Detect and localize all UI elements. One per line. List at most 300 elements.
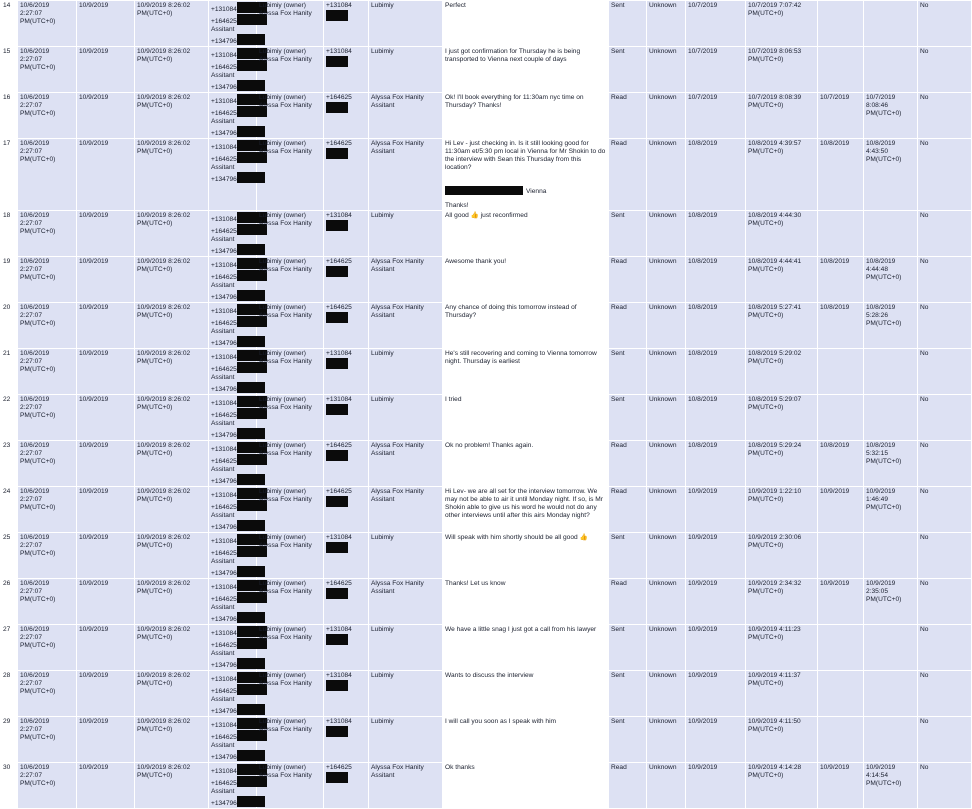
cell-text-ts-0: 10/6/2019 bbox=[20, 396, 50, 403]
cell-text-pn-1: Alyssa Fox Hanity bbox=[259, 450, 312, 457]
cell-text-date: 10/9/2019 bbox=[79, 350, 109, 357]
cell-text-ts-1: 2:27:07 bbox=[20, 542, 42, 549]
cell-text-created: 10/9/2019 8:26:02 PM(UTC+0) bbox=[137, 94, 191, 109]
message-body-cell bbox=[443, 625, 609, 671]
cell-text-msg: Any chance of doing this tomorrow instead of Thursday? bbox=[445, 304, 577, 319]
created-cell bbox=[135, 763, 209, 809]
row-index bbox=[1, 671, 18, 717]
redaction-block bbox=[326, 588, 348, 599]
cell-text-p-2: Assitant bbox=[211, 282, 235, 289]
created-cell bbox=[135, 717, 209, 763]
table-row bbox=[1, 395, 972, 441]
cell-text-p-0: +131084 bbox=[211, 216, 237, 223]
cell-text-status: Sent bbox=[611, 672, 625, 679]
cell-text-from_num: +131084 bbox=[326, 672, 352, 679]
cell-text-p-0: +131084 bbox=[211, 446, 237, 453]
participants-numbers-cell bbox=[209, 257, 257, 303]
cell-text-p-2: Assitant bbox=[211, 558, 235, 565]
message-body-cell bbox=[443, 349, 609, 395]
created-cell bbox=[135, 93, 209, 139]
cell-text-p-2: Assitant bbox=[211, 696, 235, 703]
cell-text-ts-1: 2:27:07 bbox=[20, 266, 42, 273]
read-date-cell bbox=[818, 257, 864, 303]
cell-text-ts-1: 2:27:07 bbox=[20, 148, 42, 155]
cell-text-p-0: +131084 bbox=[211, 492, 237, 499]
cell-text-msg: Perfect bbox=[445, 2, 466, 9]
read-date-cell bbox=[818, 671, 864, 717]
cell-text-p-1: +164625 bbox=[211, 156, 237, 163]
cell-text-dt1: 10/9/2019 4:11:37 PM(UTC+0) bbox=[748, 672, 801, 687]
read-date-cell bbox=[818, 487, 864, 533]
table-body bbox=[1, 1, 972, 809]
from-name-cell bbox=[369, 533, 443, 579]
cell-text-ts-2: PM(UTC+0) bbox=[20, 110, 56, 117]
cell-text-dt1: 10/9/2019 2:30:06 PM(UTC+0) bbox=[748, 534, 802, 549]
deleted-flag-cell bbox=[918, 257, 972, 303]
cell-text-status: Read bbox=[611, 94, 627, 101]
cell-text-pn-1: Alyssa Fox Hanity bbox=[259, 588, 312, 595]
cell-text-p-0: +131084 bbox=[211, 354, 237, 361]
cell-text-p-1: +164625 bbox=[211, 688, 237, 695]
cell-text-status: Read bbox=[611, 580, 627, 587]
cell-text-from_name: Lubimiy bbox=[371, 534, 394, 541]
cell-text-idx: 20 bbox=[3, 304, 11, 311]
timestamp-cell bbox=[18, 1, 77, 47]
cell-text-date: 10/9/2019 bbox=[79, 442, 109, 449]
created-cell bbox=[135, 47, 209, 93]
cell-text-created: 10/9/2019 8:26:02 PM(UTC+0) bbox=[137, 626, 191, 641]
timestamp-cell bbox=[18, 47, 77, 93]
cell-text-status: Sent bbox=[611, 48, 625, 55]
cell-text-date: 10/9/2019 bbox=[79, 534, 109, 541]
cell-text-pn-1: Alyssa Fox Hanity bbox=[259, 10, 312, 17]
cell-text-no: No bbox=[920, 350, 929, 357]
deleted-flag-cell bbox=[918, 395, 972, 441]
created-cell bbox=[135, 303, 209, 349]
cell-text-d1: 10/8/2019 bbox=[688, 304, 718, 311]
cell-text-msg: Hi Lev- we are all set for the interview tomorrow. We may not be able to air it until Monday night. If so, is Mr Shokin able to give us his word he would not do any other interviews until after this airs Monday night? bbox=[445, 488, 603, 519]
message-body-cell bbox=[443, 257, 609, 303]
cell-text-from_name: Lubimiy bbox=[371, 350, 394, 357]
cell-text-p-3: +134796 bbox=[211, 84, 237, 91]
sent-datetime-cell bbox=[746, 533, 818, 579]
cell-text-unk: Unknown bbox=[649, 258, 677, 265]
cell-text-ts-0: 10/6/2019 bbox=[20, 580, 50, 587]
created-cell bbox=[135, 671, 209, 717]
cell-text-unk: Unknown bbox=[649, 488, 677, 495]
cell-text-p-3: +134796 bbox=[211, 754, 237, 761]
cell-text-date: 10/9/2019 bbox=[79, 580, 109, 587]
status-cell bbox=[609, 441, 647, 487]
timestamp-cell bbox=[18, 211, 77, 257]
participants-numbers-cell bbox=[209, 139, 257, 211]
cell-text-pn-0: Lubimiy (owner) bbox=[259, 258, 306, 265]
sent-datetime-cell bbox=[746, 349, 818, 395]
cell-text-pn-1: Alyssa Fox Hanity bbox=[259, 772, 312, 779]
priority-cell bbox=[647, 395, 686, 441]
cell-text-pn-0: Lubimiy (owner) bbox=[259, 350, 306, 357]
cell-text-from_num: +164625 bbox=[326, 488, 352, 495]
cell-text-from_num: +131084 bbox=[326, 626, 352, 633]
cell-text-idx: 24 bbox=[3, 488, 11, 495]
participants-numbers-cell bbox=[209, 395, 257, 441]
cell-text-p-1: +164625 bbox=[211, 64, 237, 71]
cell-text-ts-1: 2:27:07 bbox=[20, 772, 42, 779]
sent-datetime-cell bbox=[746, 395, 818, 441]
cell-text-pn-1: Alyssa Fox Hanity bbox=[259, 312, 312, 319]
cell-text-d1: 10/7/2019 bbox=[688, 94, 718, 101]
row-index bbox=[1, 93, 18, 139]
redaction-block bbox=[237, 796, 265, 807]
table-row bbox=[1, 763, 972, 809]
cell-text-idx: 17 bbox=[3, 140, 11, 147]
cell-text-created: 10/9/2019 8:26:02 PM(UTC+0) bbox=[137, 396, 191, 411]
cell-text-p-1: +164625 bbox=[211, 458, 237, 465]
row-index bbox=[1, 763, 18, 809]
redaction-block bbox=[237, 80, 265, 91]
cell-text-ts-0: 10/6/2019 bbox=[20, 672, 50, 679]
priority-cell bbox=[647, 257, 686, 303]
cell-text-no: No bbox=[920, 672, 929, 679]
read-date-cell bbox=[818, 303, 864, 349]
deleted-flag-cell bbox=[918, 579, 972, 625]
table-row bbox=[1, 349, 972, 395]
message-body-cell bbox=[443, 93, 609, 139]
cell-text-date: 10/9/2019 bbox=[79, 258, 109, 265]
message-body-cell bbox=[443, 303, 609, 349]
cell-text-from_name: Alyssa Fox Hanity bbox=[371, 94, 424, 101]
cell-text-msg_end: Thanks! bbox=[445, 202, 469, 209]
redaction-block bbox=[326, 726, 348, 737]
cell-text-rdt: 10/8/2019 5:28:26 PM(UTC+0) bbox=[866, 304, 902, 327]
from-number-cell bbox=[324, 303, 369, 349]
redaction-block bbox=[237, 172, 265, 183]
sent-date-cell bbox=[686, 487, 746, 533]
deleted-flag-cell bbox=[918, 441, 972, 487]
cell-text-ts-1: 2:27:07 bbox=[20, 358, 42, 365]
cell-text-ts-2: PM(UTC+0) bbox=[20, 734, 56, 741]
cell-text-msg: I just got confirmation for Thursday he is being transported to Vienna next couple of days bbox=[445, 48, 581, 63]
redaction-block bbox=[237, 566, 265, 577]
read-datetime-cell bbox=[864, 717, 918, 763]
cell-text-ts-0: 10/6/2019 bbox=[20, 2, 50, 9]
cell-text-created: 10/9/2019 8:26:02 PM(UTC+0) bbox=[137, 442, 191, 457]
cell-text-idx: 14 bbox=[3, 2, 11, 9]
cell-text-date: 10/9/2019 bbox=[79, 672, 109, 679]
cell-text-date: 10/9/2019 bbox=[79, 488, 109, 495]
cell-text-unk: Unknown bbox=[649, 2, 677, 9]
participants-numbers-cell bbox=[209, 349, 257, 395]
read-datetime-cell bbox=[864, 441, 918, 487]
cell-text-from_num: +164625 bbox=[326, 94, 352, 101]
deleted-flag-cell bbox=[918, 349, 972, 395]
redaction-block bbox=[237, 428, 265, 439]
cell-text-p-3: +134796 bbox=[211, 340, 237, 347]
cell-text-created: 10/9/2019 8:26:02 PM(UTC+0) bbox=[137, 258, 191, 273]
from-name-cell bbox=[369, 671, 443, 717]
sent-datetime-cell bbox=[746, 487, 818, 533]
cell-text-p-2: Assitant bbox=[211, 788, 235, 795]
row-index bbox=[1, 1, 18, 47]
cell-text-p-2: Assitant bbox=[211, 742, 235, 749]
cell-text-pn-0: Lubimiy (owner) bbox=[259, 534, 306, 541]
cell-text-msg: All good 👍 just reconfirmed bbox=[445, 212, 528, 219]
cell-text-pn-1: Alyssa Fox Hanity bbox=[259, 102, 312, 109]
read-datetime-cell bbox=[864, 47, 918, 93]
message-body-cell bbox=[443, 395, 609, 441]
from-name-cell bbox=[369, 139, 443, 211]
timestamp-cell bbox=[18, 93, 77, 139]
cell-text-unk: Unknown bbox=[649, 442, 677, 449]
date-cell bbox=[77, 487, 135, 533]
cell-text-pn-0: Lubimiy (owner) bbox=[259, 94, 306, 101]
cell-text-d1: 10/9/2019 bbox=[688, 764, 718, 771]
cell-text-p-0: +131084 bbox=[211, 630, 237, 637]
cell-text-d1: 10/8/2019 bbox=[688, 212, 718, 219]
created-cell bbox=[135, 139, 209, 211]
cell-text-from_sub: Assitant bbox=[371, 450, 395, 457]
redaction-block bbox=[237, 126, 265, 137]
from-name-cell bbox=[369, 211, 443, 257]
cell-text-pn-1: Alyssa Fox Hanity bbox=[259, 220, 312, 227]
cell-text-p-3: +134796 bbox=[211, 38, 237, 45]
priority-cell bbox=[647, 93, 686, 139]
sent-datetime-cell bbox=[746, 47, 818, 93]
cell-text-pn-0: Lubimiy (owner) bbox=[259, 672, 306, 679]
created-cell bbox=[135, 257, 209, 303]
sent-date-cell bbox=[686, 93, 746, 139]
cell-text-ts-0: 10/6/2019 bbox=[20, 48, 50, 55]
cell-text-p-2: Assitant bbox=[211, 72, 235, 79]
cell-text-no: No bbox=[920, 396, 929, 403]
participants-numbers-cell bbox=[209, 763, 257, 809]
cell-text-created: 10/9/2019 8:26:02 PM(UTC+0) bbox=[137, 488, 191, 503]
cell-text-pn-1: Alyssa Fox Hanity bbox=[259, 266, 312, 273]
cell-text-no: No bbox=[920, 626, 929, 633]
cell-text-created: 10/9/2019 8:26:02 PM(UTC+0) bbox=[137, 212, 191, 227]
cell-text-status: Sent bbox=[611, 212, 625, 219]
message-body-cell bbox=[443, 671, 609, 717]
cell-text-p-0: +131084 bbox=[211, 308, 237, 315]
cell-text-from_name: Lubimiy bbox=[371, 626, 394, 633]
redaction-block bbox=[326, 102, 348, 113]
sent-datetime-cell bbox=[746, 139, 818, 211]
cell-text-p-0: +131084 bbox=[211, 584, 237, 591]
read-date-cell bbox=[818, 47, 864, 93]
cell-text-d1: 10/8/2019 bbox=[688, 140, 718, 147]
cell-text-p-1: +164625 bbox=[211, 110, 237, 117]
cell-text-p-3: +134796 bbox=[211, 432, 237, 439]
from-name-cell bbox=[369, 763, 443, 809]
deleted-flag-cell bbox=[918, 625, 972, 671]
redaction-block bbox=[445, 186, 523, 195]
read-date-cell bbox=[818, 763, 864, 809]
cell-text-idx: 21 bbox=[3, 350, 11, 357]
cell-text-p-0: +131084 bbox=[211, 722, 237, 729]
message-body-cell bbox=[443, 763, 609, 809]
cell-text-ts-1: 2:27:07 bbox=[20, 220, 42, 227]
cell-text-pn-1: Alyssa Fox Hanity bbox=[259, 680, 312, 687]
deleted-flag-cell bbox=[918, 717, 972, 763]
cell-text-from_name: Lubimiy bbox=[371, 718, 394, 725]
cell-text-from_name: Alyssa Fox Hanity bbox=[371, 140, 424, 147]
cell-text-p-0: +131084 bbox=[211, 6, 237, 13]
timestamp-cell bbox=[18, 349, 77, 395]
cell-text-pn-1: Alyssa Fox Hanity bbox=[259, 404, 312, 411]
cell-text-p-0: +131084 bbox=[211, 676, 237, 683]
cell-text-msg: Hi Lev - just checking in. Is it still looking good for 11:30am et/5:30 pm local in Vienna for Mr Shokin to do the interview with Sean this Thursday from this location? bbox=[445, 140, 606, 171]
cell-text-ts-2: PM(UTC+0) bbox=[20, 274, 56, 281]
cell-text-pn-1: Alyssa Fox Hanity bbox=[259, 726, 312, 733]
deleted-flag-cell bbox=[918, 1, 972, 47]
deleted-flag-cell bbox=[918, 47, 972, 93]
cell-text-msg: Wants to discuss the interview bbox=[445, 672, 534, 679]
cell-text-ts-0: 10/6/2019 bbox=[20, 94, 50, 101]
cell-text-from_sub: Assitant bbox=[371, 148, 395, 155]
read-datetime-cell bbox=[864, 763, 918, 809]
participants-numbers-cell bbox=[209, 441, 257, 487]
read-datetime-cell bbox=[864, 487, 918, 533]
read-date-cell bbox=[818, 139, 864, 211]
cell-text-date: 10/9/2019 bbox=[79, 304, 109, 311]
participants-numbers-cell bbox=[209, 671, 257, 717]
date-cell bbox=[77, 139, 135, 211]
cell-text-p-0: +131084 bbox=[211, 538, 237, 545]
deleted-flag-cell bbox=[918, 211, 972, 257]
cell-text-p-3: +134796 bbox=[211, 294, 237, 301]
table-row bbox=[1, 717, 972, 763]
cell-text-ts-2: PM(UTC+0) bbox=[20, 642, 56, 649]
message-body-cell bbox=[443, 717, 609, 763]
cell-text-pn-0: Lubimiy (owner) bbox=[259, 304, 306, 311]
cell-text-pn-1: Alyssa Fox Hanity bbox=[259, 148, 312, 155]
status-cell bbox=[609, 93, 647, 139]
row-index bbox=[1, 533, 18, 579]
row-index bbox=[1, 625, 18, 671]
participants-numbers-cell bbox=[209, 579, 257, 625]
participants-numbers-cell bbox=[209, 47, 257, 93]
timestamp-cell bbox=[18, 139, 77, 211]
created-cell bbox=[135, 395, 209, 441]
sent-date-cell bbox=[686, 763, 746, 809]
redaction-block bbox=[237, 612, 265, 623]
cell-text-ts-0: 10/6/2019 bbox=[20, 442, 50, 449]
cell-text-d1: 10/9/2019 bbox=[688, 672, 718, 679]
sent-datetime-cell bbox=[746, 625, 818, 671]
redaction-block bbox=[326, 56, 348, 67]
cell-text-created: 10/9/2019 8:26:02 PM(UTC+0) bbox=[137, 718, 191, 733]
table-row bbox=[1, 211, 972, 257]
table-row bbox=[1, 93, 972, 139]
cell-text-p-1: +164625 bbox=[211, 734, 237, 741]
cell-text-p-2: Assitant bbox=[211, 236, 235, 243]
priority-cell bbox=[647, 47, 686, 93]
cell-text-msg: Ok no problem! Thanks again. bbox=[445, 442, 534, 449]
cell-text-pn-0: Lubimiy (owner) bbox=[259, 48, 306, 55]
row-index bbox=[1, 211, 18, 257]
cell-text-pn-0: Lubimiy (owner) bbox=[259, 2, 306, 9]
cell-text-rdt: 10/8/2019 4:43:50 PM(UTC+0) bbox=[866, 140, 902, 163]
date-cell bbox=[77, 93, 135, 139]
table-row bbox=[1, 257, 972, 303]
cell-text-idx: 15 bbox=[3, 48, 11, 55]
cell-text-ts-2: PM(UTC+0) bbox=[20, 156, 56, 163]
sent-date-cell bbox=[686, 47, 746, 93]
read-datetime-cell bbox=[864, 395, 918, 441]
cell-text-msg_line: Vienna bbox=[526, 188, 547, 195]
cell-text-dt1: 10/7/2019 8:06:53 PM(UTC+0) bbox=[748, 48, 802, 63]
cell-text-dt1: 10/9/2019 4:14:28 PM(UTC+0) bbox=[748, 764, 802, 779]
timestamp-cell bbox=[18, 671, 77, 717]
cell-text-ts-2: PM(UTC+0) bbox=[20, 458, 56, 465]
cell-text-no: No bbox=[920, 488, 929, 495]
cell-text-from_sub: Assitant bbox=[371, 772, 395, 779]
cell-text-status: Read bbox=[611, 764, 627, 771]
cell-text-from_name: Alyssa Fox Hanity bbox=[371, 304, 424, 311]
read-date-cell bbox=[818, 395, 864, 441]
status-cell bbox=[609, 257, 647, 303]
created-cell bbox=[135, 441, 209, 487]
cell-text-from_num: +131084 bbox=[326, 718, 352, 725]
redaction-block bbox=[326, 10, 348, 21]
date-cell bbox=[77, 625, 135, 671]
cell-text-ts-0: 10/6/2019 bbox=[20, 140, 50, 147]
cell-text-no: No bbox=[920, 140, 929, 147]
deleted-flag-cell bbox=[918, 303, 972, 349]
cell-text-ts-0: 10/6/2019 bbox=[20, 534, 50, 541]
row-index bbox=[1, 579, 18, 625]
created-cell bbox=[135, 533, 209, 579]
cell-text-p-2: Assitant bbox=[211, 604, 235, 611]
priority-cell bbox=[647, 211, 686, 257]
cell-text-status: Sent bbox=[611, 718, 625, 725]
from-name-cell bbox=[369, 303, 443, 349]
sent-datetime-cell bbox=[746, 1, 818, 47]
timestamp-cell bbox=[18, 579, 77, 625]
priority-cell bbox=[647, 349, 686, 395]
cell-text-pn-0: Lubimiy (owner) bbox=[259, 442, 306, 449]
cell-text-from_sub: Assitant bbox=[371, 588, 395, 595]
cell-text-ts-1: 2:27:07 bbox=[20, 102, 42, 109]
from-number-cell bbox=[324, 139, 369, 211]
read-date-cell bbox=[818, 1, 864, 47]
read-datetime-cell bbox=[864, 93, 918, 139]
cell-text-ts-1: 2:27:07 bbox=[20, 56, 42, 63]
cell-text-no: No bbox=[920, 764, 929, 771]
read-datetime-cell bbox=[864, 139, 918, 211]
date-cell bbox=[77, 763, 135, 809]
deleted-flag-cell bbox=[918, 763, 972, 809]
cell-text-ts-1: 2:27:07 bbox=[20, 496, 42, 503]
timestamp-cell bbox=[18, 395, 77, 441]
from-name-cell bbox=[369, 257, 443, 303]
table-row bbox=[1, 1, 972, 47]
cell-text-p-1: +164625 bbox=[211, 550, 237, 557]
redaction-block bbox=[326, 680, 348, 691]
cell-text-unk: Unknown bbox=[649, 396, 677, 403]
cell-text-no: No bbox=[920, 580, 929, 587]
cell-text-date: 10/9/2019 bbox=[79, 2, 109, 9]
cell-text-p-0: +131084 bbox=[211, 262, 237, 269]
timestamp-cell bbox=[18, 763, 77, 809]
redaction-block bbox=[326, 634, 348, 645]
sent-date-cell bbox=[686, 671, 746, 717]
redaction-block bbox=[237, 520, 265, 531]
cell-text-ts-0: 10/6/2019 bbox=[20, 764, 50, 771]
cell-text-idx: 30 bbox=[3, 764, 11, 771]
sent-date-cell bbox=[686, 717, 746, 763]
from-name-cell bbox=[369, 349, 443, 395]
